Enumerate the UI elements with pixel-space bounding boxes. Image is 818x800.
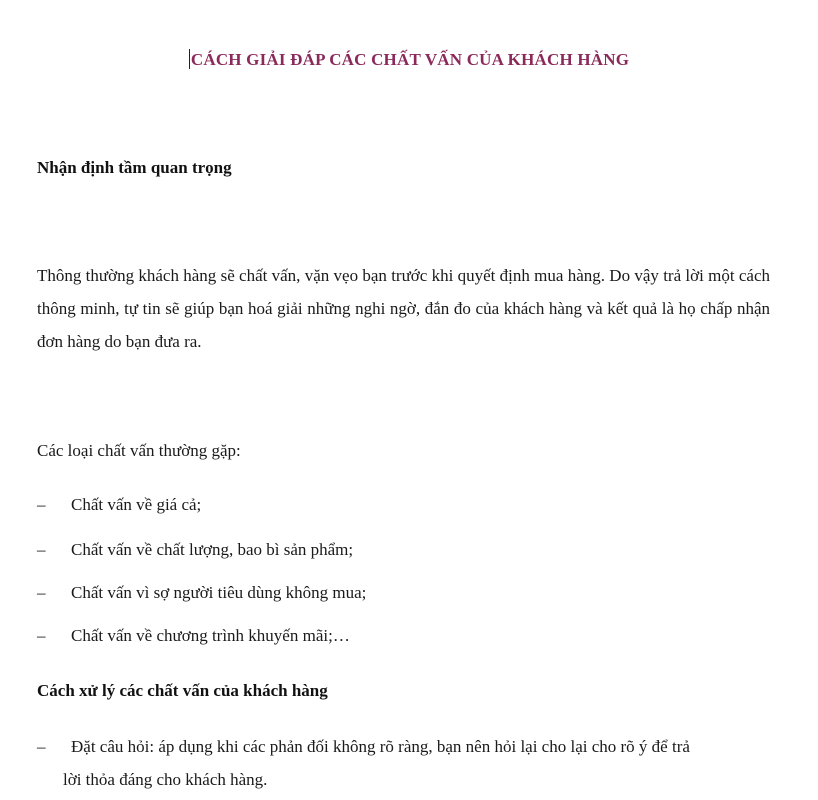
text-cursor [189,49,190,69]
bullet-dash: – [37,540,46,559]
list-item [37,576,770,609]
list-item [37,730,770,796]
intro-paragraph: Thông thường khách hàng sẽ chất vấn, vặn vẹo bạn trước khi quyết định mua hàng. Do vậy trả lời một cách thông minh, tự tin sẽ giúp bạn hoá giải những nghi ngờ, đắn đo của khách hàng và kết quả là họ chấp nhận đơn hàng do bạn đưa ra. [37,266,770,351]
section-heading-handling: Cách xử lý các chất vấn của khách hàng [37,681,328,700]
document-title: CÁCH GIẢI ĐÁP CÁC CHẤT VẤN CỦA KHÁCH HÀNG [190,50,630,69]
question-types-label: Các loại chất vấn thường gặp: [37,441,241,460]
list-item [37,488,770,521]
list-item-text: Chất vấn vì sợ người tiêu dùng không mua; [71,583,367,602]
list-item [37,533,770,566]
list-item-continuation: lời thỏa đáng cho khách hàng. [63,770,268,789]
bullet-dash: – [37,626,46,645]
section-heading-importance: Nhận định tầm quan trọng [37,158,232,177]
list-item-text: Chất vấn về chương trình khuyến mãi;… [71,626,350,645]
bullet-dash: – [37,583,46,602]
list-item [37,619,770,652]
bullet-dash: – [37,737,46,756]
list-item-text: Chất vấn về giá cả; [71,495,202,514]
title-line [0,49,818,70]
list-item-text: Chất vấn về chất lượng, bao bì sản phẩm; [71,540,354,559]
bullet-dash: – [37,495,46,514]
list-item-text: Đặt câu hỏi: áp dụng khi các phản đối không rõ ràng, bạn nên hỏi lại cho lại cho rõ ý để trả [71,737,690,756]
